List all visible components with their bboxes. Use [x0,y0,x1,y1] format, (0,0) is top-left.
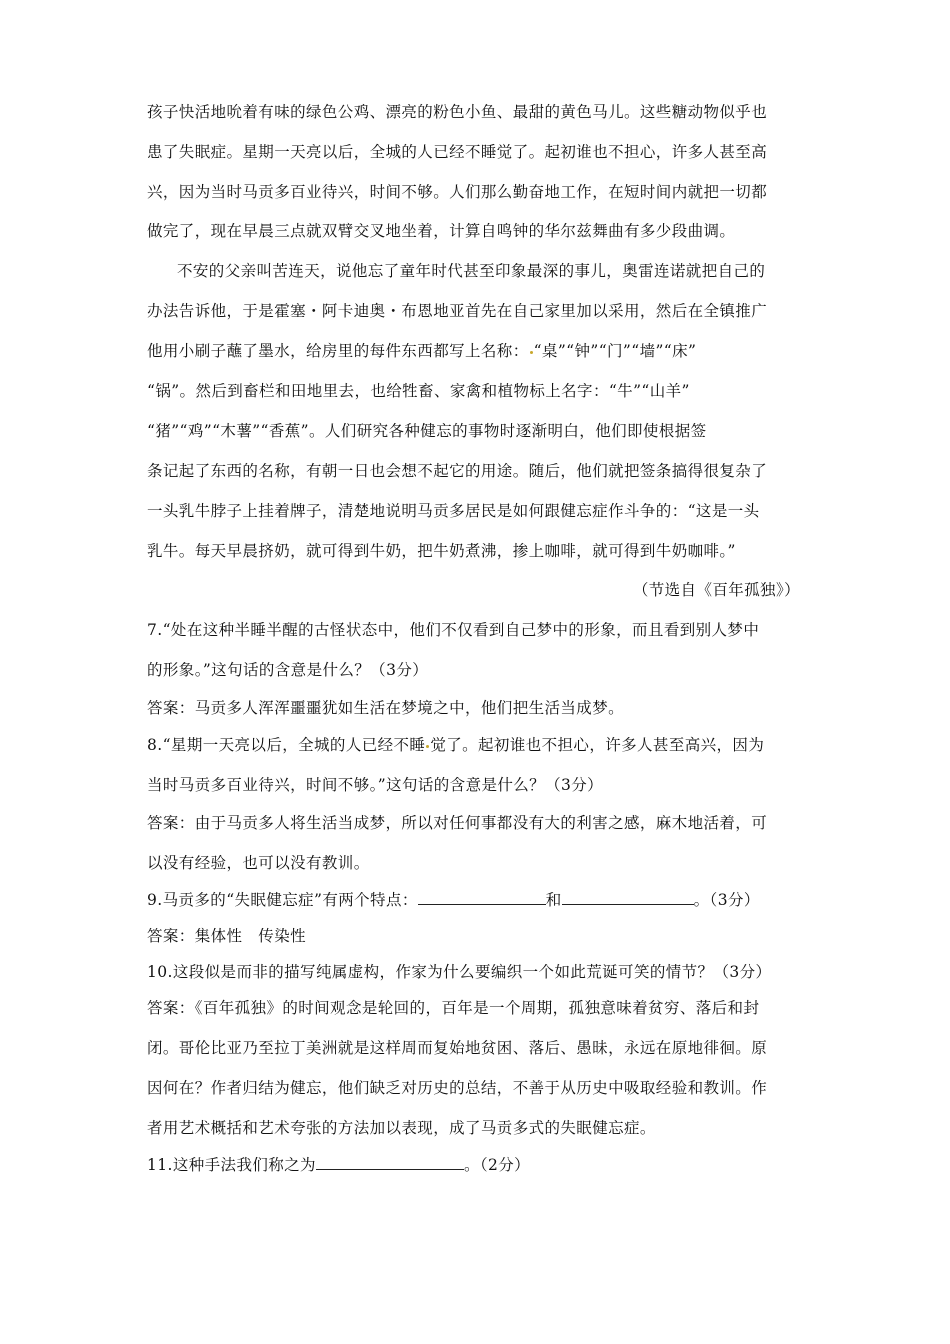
passage-line: “锅”。然后到畜栏和田地里去，也给牲畜、家禽和植物标上名字：“牛”“山羊” [147,382,690,400]
passage-line: 患了失眠症。星期一天亮以后，全城的人已经不睡觉了。起初谁也不担心，许多人甚至高 [147,143,768,161]
passage-line: 办法告诉他，于是霍塞・阿卡迪奥・布恩地亚首先在自己家里加以采用，然后在全镇推广 [147,302,768,320]
question-8-text: 8.“星期一天亮以后，全城的人已经不睡 [147,736,426,754]
passage-line-text: 他用小刷子蘸了墨水，给房里的每件东西都写上名称： [147,342,529,360]
question-8 [147,735,807,755]
passage-line: 一头乳牛脖子上挂着牌子，清楚地说明马贡多居民是如何跟健忘症作斗争的：“这是一头 [147,502,760,520]
question-9 [147,890,807,910]
question-11-text: 。（2分） [463,1156,531,1174]
question-9-text: 。（3分） [693,891,760,909]
highlight-mark [426,745,429,748]
question-8-cont: 当时马贡多百业待兴，时间不够。”这句话的含意是什么？（3分） [147,776,604,794]
question-10: 10.这段似是而非的描写纯属虚构，作家为什么要编织一个如此荒诞可笑的情节？（3分） [147,963,772,981]
question-9-text: 和 [545,891,562,909]
passage-line: 乳牛。每天早晨挤奶，就可得到牛奶，把牛奶煮沸，掺上咖啡，就可得到牛奶咖啡。” [147,542,736,560]
question-11-text: 11.这种手法我们称之为 [147,1156,316,1174]
passage-line [147,341,807,361]
passage-line: 孩子快活地吮着有味的绿色公鸡、漂亮的粉色小鱼、最甜的黄色马儿。这些糖动物似乎也 [147,103,768,121]
answer-10-cont: 者用艺术概括和艺术夸张的方法加以表现，成了马贡多式的失眠健忘症。 [147,1119,656,1137]
answer-10: 答案：《百年孤独》的时间观念是轮回的，百年是一个周期，孤独意味着贫穷、落后和封 [147,999,760,1017]
passage-source: （节选自《百年孤独》） [632,581,800,599]
question-9-text: 9.马贡多的“失眠健忘症”有两个特点： [147,891,418,909]
answer-10-cont: 因何在？作者归结为健忘，他们缺乏对历史的总结，不善于从历史中吸取经验和教训。作 [147,1079,768,1097]
highlight-mark [530,351,533,354]
passage-line: 条记起了东西的名称，有朝一日也会想不起它的用途。随后，他们就把签条搞得很复杂了 [147,462,768,480]
question-7: 7.“处在这种半睡半醒的古怪状态中，他们不仅看到自己梦中的形象，而且看到别人梦中 [147,621,760,639]
question-8-text: 觉了。起初谁也不担心，许多人甚至高兴，因为 [430,736,765,754]
passage-line-text: “桌”“钟”“门”“墙”“床” [533,342,697,360]
passage-line: 兴，因为当时马贡多百业待兴，时间不够。人们那么勤奋地工作，在短时间内就把一切都 [147,183,768,201]
passage-line: “猪”“鸡”“木薯”“香蕉”。人们研究各种健忘的事物时逐渐明白，他们即使根据签 [147,422,707,440]
answer-blank[interactable] [562,890,694,905]
question-7-cont: 的形象。”这句话的含意是什么？（3分） [147,661,429,679]
answer-8: 答案：由于马贡多人将生活当成梦，所以对任何事都没有大的利害之感，麻木地活着，可 [147,814,768,832]
answer-9: 答案：集体性 传染性 [147,927,307,945]
answer-10-cont: 闭。哥伦比亚乃至拉丁美洲就是这样周而复始地贫困、落后、愚昧，永远在原地徘徊。原 [147,1039,768,1057]
question-11 [147,1155,807,1175]
answer-blank[interactable] [418,890,546,905]
answer-7: 答案：马贡多人浑浑噩噩犹如生活在梦境之中，他们把生活当成梦。 [147,699,625,717]
passage-line: 做完了，现在早晨三点就双臂交叉地坐着，计算自鸣钟的华尔兹舞曲有多少段曲调。 [147,222,736,240]
passage-line: 不安的父亲叫苦连天，说他忘了童年时代甚至印象最深的事儿，奥雷连诺就把自己的 [177,262,766,280]
answer-blank[interactable] [316,1155,464,1170]
answer-8-cont: 以没有经验，也可以没有教训。 [147,854,370,872]
